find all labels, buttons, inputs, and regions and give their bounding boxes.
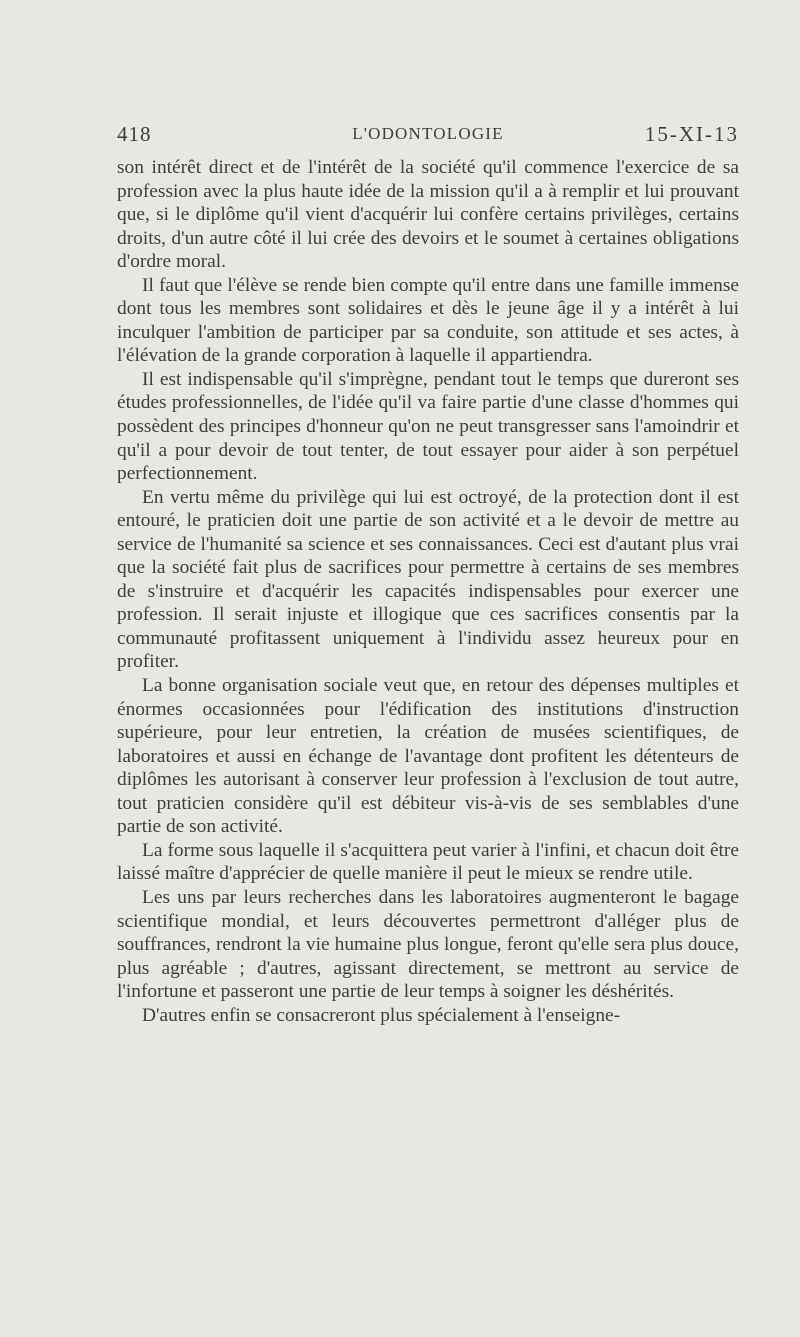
paragraph: La bonne organisation sociale veut que, en retour des dépenses multiples et énormes occasionnées pour l'édification des institutions d'instruction supérieure, pour leur entretien, la création de musées scientifiques, de laboratoires et aussi en échange de l'avantage dont profitent les détenteurs de diplômes les autorisant à conserver leur profession à l'exclusion de tout autre, tout praticien considère qu'il est débiteur vis-à-vis de ses semblables d'une partie de son activité. — [117, 675, 739, 838]
paragraph: En vertu même du privilège qui lui est octroyé, de la protection dont il est entouré, le praticien doit une partie de son activité et a le devoir de mettre au service de l'humanité sa science et ses connaissances. Ceci est d'autant plus vrai que la société fait plus de sacrifices pour permettre à certains de ses membres de s'instruire et d'acquérir les capacités indispensables pour exercer une profession. Il serait injuste et illogique que ces sacrifices consentis par la communauté profitassent uniquement à l'individu assez heureux pour en profiter. — [117, 486, 739, 673]
paragraph: La forme sous laquelle il s'acquittera peut varier à l'infini, et chacun doit être laissé maître d'apprécier de quelle manière il peut le mieux se rendre utile. — [117, 839, 739, 885]
running-title: L'ODONTOLOGIE — [352, 124, 504, 143]
paragraph: son intérêt direct et de l'intérêt de la société qu'il commence l'exercice de sa profession avec la plus haute idée de la mission qu'il a à remplir et lui prouvant que, si le diplôme qu'il vient d'acquérir lui confère certains privilèges, certains droits, d'un autre côté il lui crée des devoirs et le soumet à certaines obligations d'ordre moral. — [117, 157, 739, 273]
page-number: 418 — [117, 122, 152, 146]
issue-date: 15-XI-13 — [644, 122, 739, 146]
paragraph: Il faut que l'élève se rende bien compte qu'il entre dans une famille immense dont tous les membres sont solidaires et dès le jeune âge il y a intérêt à lui inculquer l'ambition de participer par sa conduite, son attitude et ses actes, à l'élévation de la grande corporation à laquelle il appartiendra. — [117, 274, 739, 367]
paragraph: Les uns par leurs recherches dans les laboratoires augmenteront le bagage scientifique mondial, et leurs découvertes permettront d'alléger plus de souffrances, rendront la vie humaine plus longue, feront qu'elle sera plus douce, plus agréable ; d'autres, agissant directement, se mettront au service de l'infortune et passeront une partie de leur temps à soigner les déshérités. — [117, 886, 739, 1003]
page-header — [117, 122, 739, 152]
paragraph: D'autres enfin se consacreront plus spécialement à l'enseigne- — [142, 1004, 621, 1026]
paragraph: Il est indispensable qu'il s'imprègne, pendant tout le temps que dureront ses études professionnelles, de l'idée qu'il va faire partie d'une classe d'hommes qui possèdent des principes d'honneur qu'on ne peut transgresser sans l'amoindrir et qu'il a pour devoir de tout tenter, de tout essayer pour aider à son perpétuel perfectionnement. — [117, 368, 739, 485]
body-text — [117, 156, 739, 1027]
